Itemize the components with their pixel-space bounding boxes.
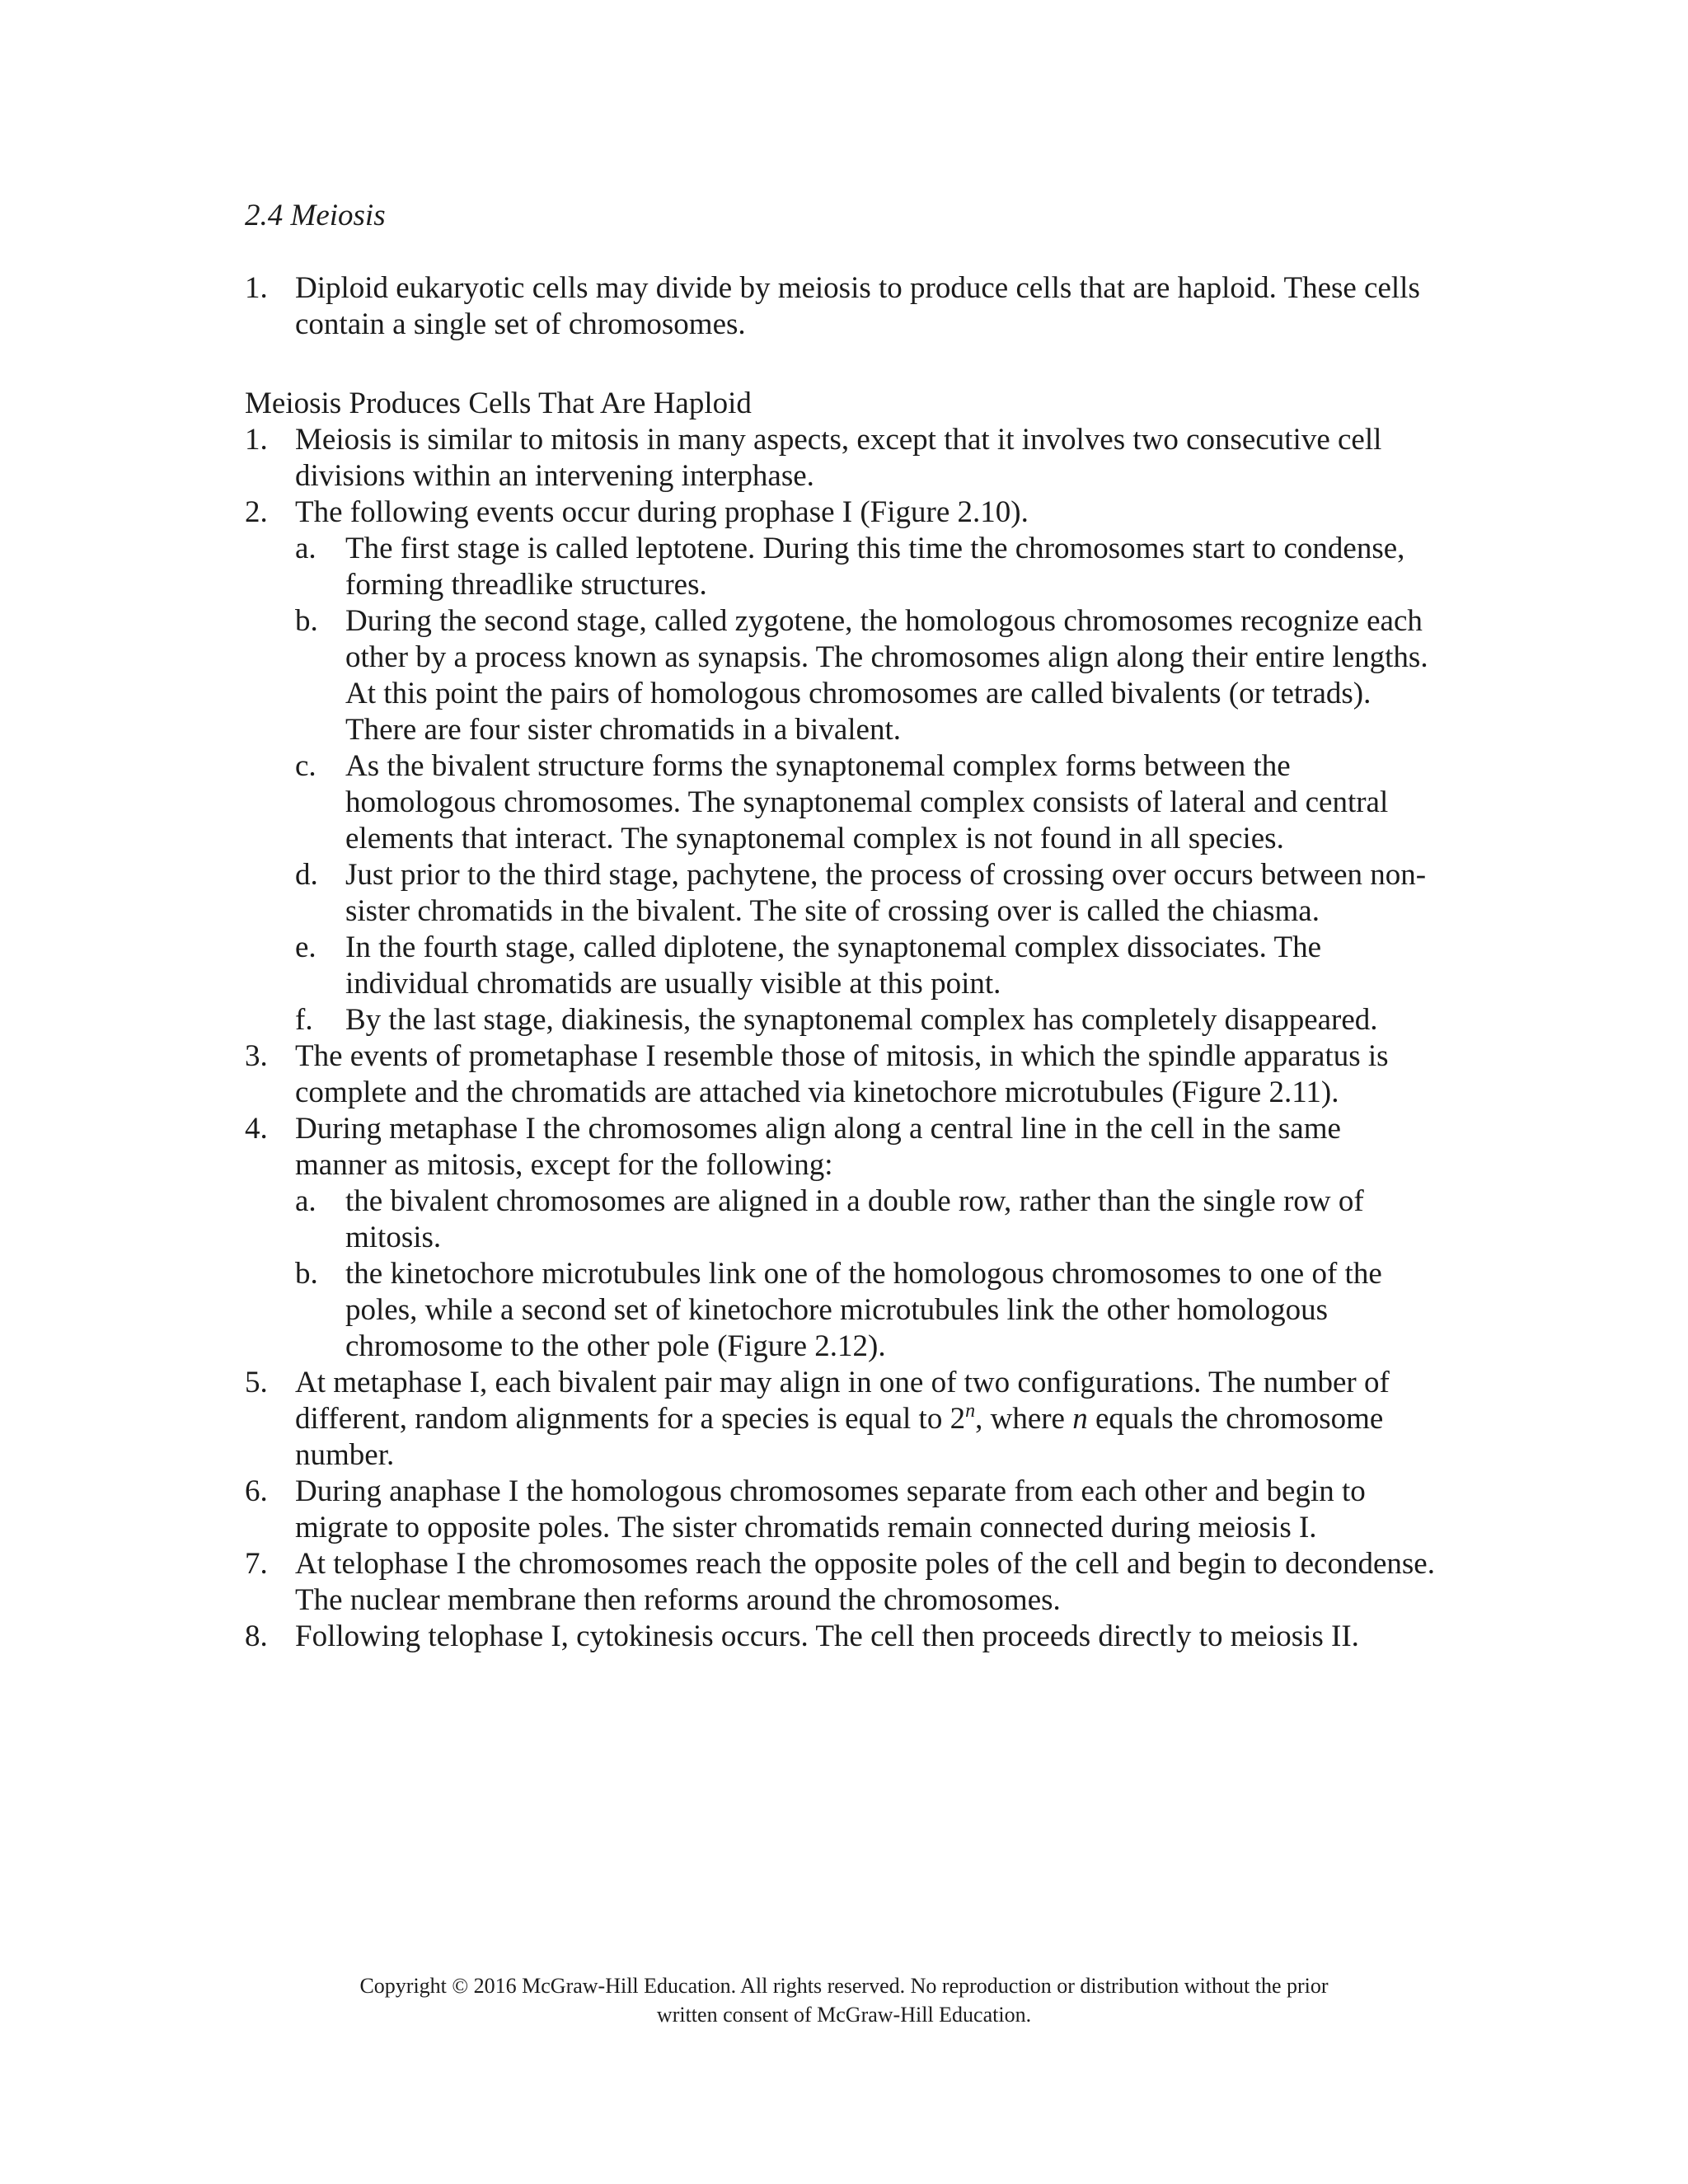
sublist-letter: a. — [295, 1184, 316, 1218]
list-number: 3. — [245, 1039, 268, 1073]
intro-list — [245, 270, 1440, 343]
sublist-item — [295, 930, 1440, 1002]
sublist-item-text: the kinetochore microtubules link one of the homologous chromosomes to one of the poles, while a second set of kinetochore microtubules link the other homologous chromosome to the other pole (Figure 2.12). — [345, 1257, 1382, 1363]
exponent: n — [965, 1400, 976, 1422]
sublist-letter: f. — [295, 1003, 313, 1037]
sublist-letter: b. — [295, 1257, 318, 1291]
sublist-item — [295, 1256, 1440, 1365]
sublist-item-text: Just prior to the third stage, pachytene, the process of crossing over occurs between non-sister chromatids in the bivalent. The site of crossing over is called the chiasma. — [345, 858, 1427, 928]
list-number: 8. — [245, 1619, 268, 1653]
list-item-text: During metaphase I the chromosomes align along a central line in the cell in the same manner as mitosis, except for the following: — [295, 1112, 1341, 1182]
sublist-item — [295, 1002, 1440, 1038]
list-number: 4. — [245, 1112, 268, 1146]
sublist-item — [295, 1183, 1440, 1256]
list-item — [245, 1474, 1440, 1546]
sublist-item-text: In the fourth stage, called diplotene, the synaptonemal complex dissociates. The individual chromatids are usually visible at this point. — [345, 930, 1321, 1001]
copyright-footer — [0, 1971, 1688, 2029]
subsection-heading: Meiosis Produces Cells That Are Haploid — [245, 387, 752, 420]
sublist-item-text: By the last stage, diakinesis, the synaptonemal complex has completely disappeared. — [345, 1003, 1378, 1037]
sublist-letter: e. — [295, 930, 316, 964]
list-item-text: Diploid eukaryotic cells may divide by meiosis to produce cells that are haploid. These cells contain a single set of chromosomes. — [295, 271, 1420, 341]
list-item — [245, 422, 1440, 494]
list-item-text: The events of prometaphase I resemble those of mitosis, in which the spindle apparatus is complete and the chromatids are attached via kinetochore microtubules (Figure 2.11). — [295, 1039, 1389, 1109]
list-number: 5. — [245, 1366, 268, 1399]
section-title: 2.4 Meiosis — [245, 199, 386, 232]
list-item — [245, 1038, 1440, 1111]
list-item — [245, 494, 1440, 531]
list-item-text-middle: , where — [975, 1402, 1073, 1436]
list-number: 7. — [245, 1547, 268, 1581]
list-item-text: Following telophase I, cytokinesis occurs. The cell then proceeds directly to meiosis II. — [295, 1619, 1359, 1653]
sublist-prophase — [245, 531, 1440, 1038]
sublist-item — [295, 857, 1440, 930]
meiosis-list — [245, 422, 1440, 1655]
sublist-item-text: As the bivalent structure forms the synaptonemal complex forms between the homologous chromosomes. The synaptonemal complex consists of lateral and central elements that interact. The synaptonemal complex is not found in all species. — [345, 749, 1389, 855]
sublist-letter: d. — [295, 858, 318, 892]
list-item-text-end: equals the chromosome number. — [295, 1402, 1384, 1472]
sublist-item-text: During the second stage, called zygotene, the homologous chromosomes recognize each other by a process known as synapsis. The chromosomes align along their entire lengths. At this point the pairs of homologous chromosomes are called bivalents (or tetrads). There are four sister chromatids in a bivalent. — [345, 604, 1428, 747]
list-item-text: During anaphase I the homologous chromosomes separate from each other and begin to migrate to opposite poles. The sister chromatids remain connected during meiosis I. — [295, 1474, 1366, 1544]
list-item-text: The following events occur during prophase I (Figure 2.10). — [295, 495, 1029, 529]
list-item-text: At telophase I the chromosomes reach the opposite poles of the cell and begin to decondense. The nuclear membrane then reforms around the chromosomes. — [295, 1547, 1435, 1617]
list-number: 6. — [245, 1474, 268, 1508]
list-item-text: Meiosis is similar to mitosis in many aspects, except that it involves two consecutive cell divisions within an intervening interphase. — [295, 423, 1382, 493]
list-item — [245, 1619, 1440, 1655]
list-item-text-start: At metaphase I, each bivalent pair may align in one of two configurations. The number of different, random alignments for a species is equal to 2 — [295, 1366, 1390, 1436]
footer-line-1: Copyright © 2016 McGraw-Hill Education. All rights reserved. No reproduction or distribution without the prior — [359, 1974, 1329, 1998]
list-number: 1. — [245, 271, 268, 305]
sublist-item — [295, 531, 1440, 603]
list-number: 2. — [245, 495, 268, 529]
sublist-letter: a. — [295, 532, 316, 565]
italic-variable: n — [1072, 1402, 1088, 1436]
list-number: 1. — [245, 423, 268, 457]
sublist-item — [295, 748, 1440, 857]
sublist-item — [295, 603, 1440, 748]
sublist-item-text: the bivalent chromosomes are aligned in a double row, rather than the single row of mitosis. — [345, 1184, 1364, 1254]
list-item — [245, 1546, 1440, 1619]
footer-line-2: written consent of McGraw-Hill Education. — [656, 2003, 1032, 2027]
sublist-metaphase — [245, 1183, 1440, 1365]
list-item — [245, 1365, 1440, 1474]
list-item — [245, 1111, 1440, 1183]
sublist-item-text: The first stage is called leptotene. During this time the chromosomes start to condense, forming threadlike structures. — [345, 532, 1405, 602]
sublist-letter: b. — [295, 604, 318, 638]
intro-item — [245, 270, 1440, 343]
sublist-letter: c. — [295, 749, 316, 783]
